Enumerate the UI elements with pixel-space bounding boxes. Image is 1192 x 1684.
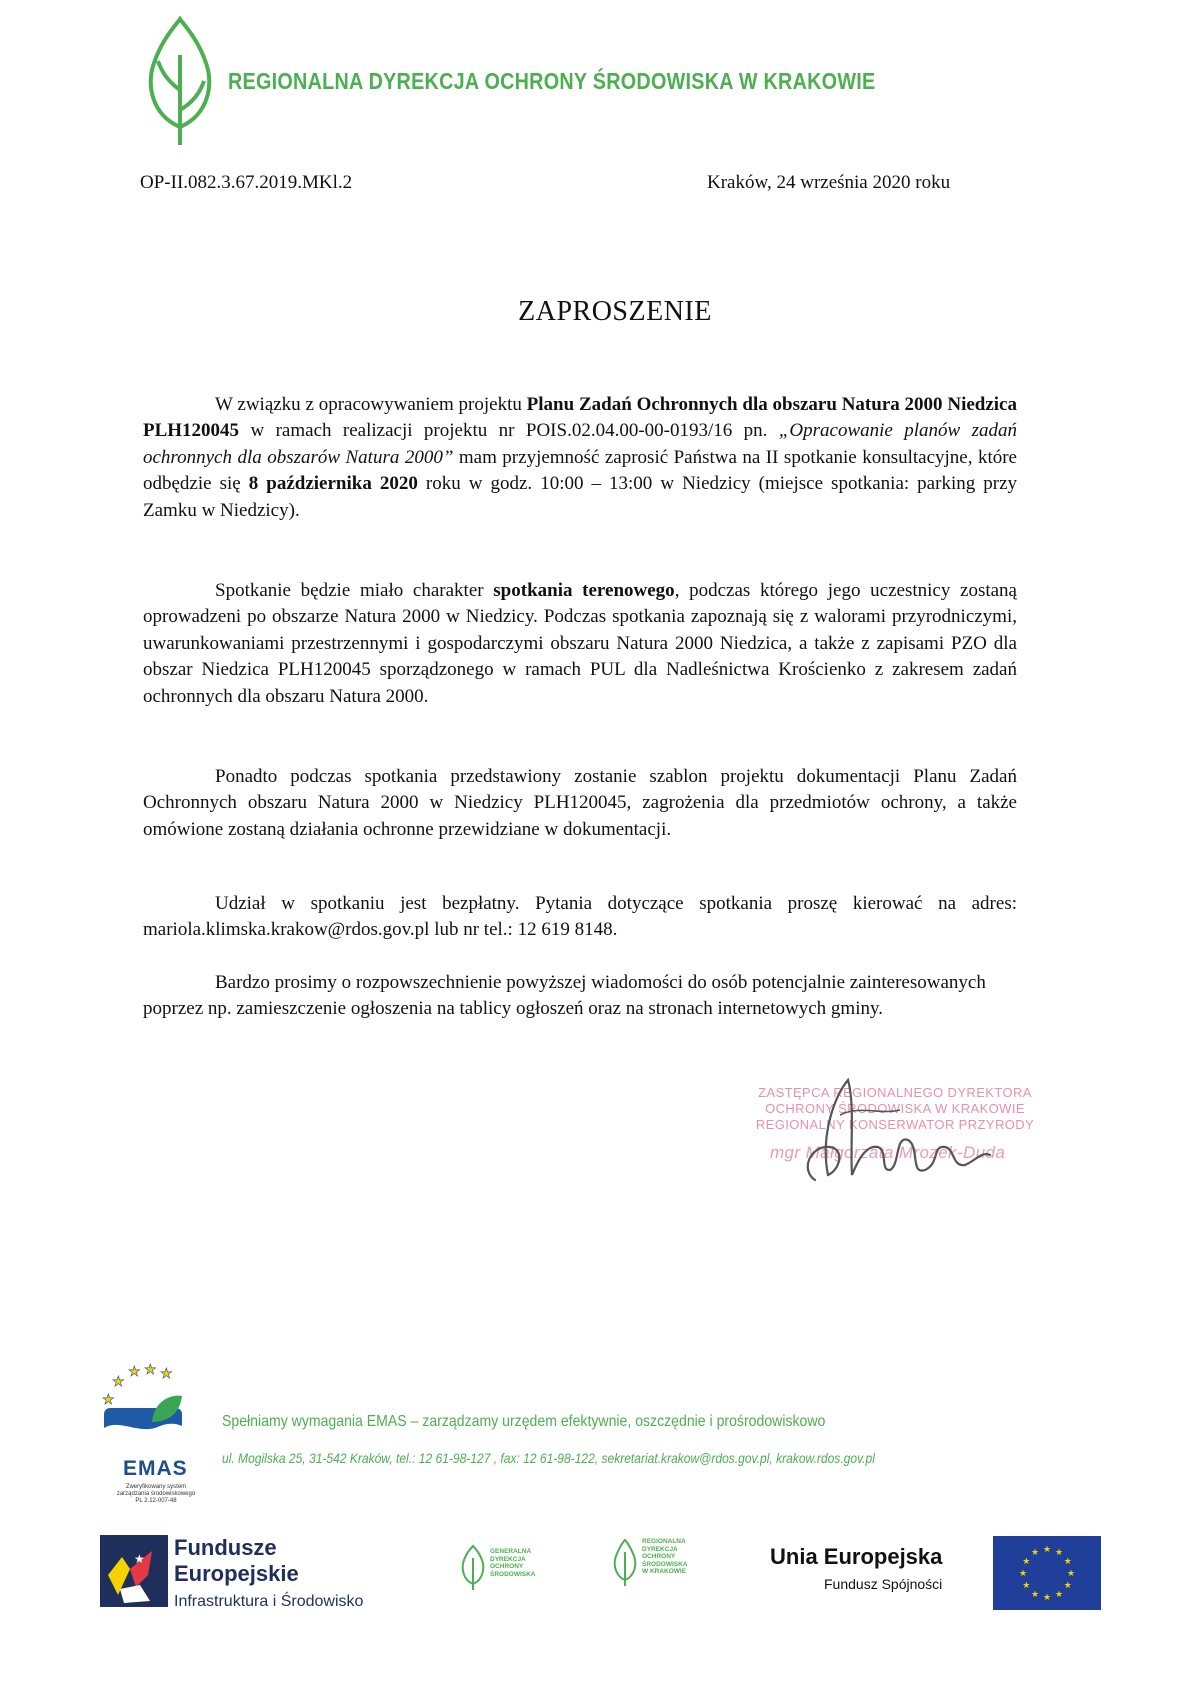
paragraph-invitation <box>143 392 1017 524</box>
eu-star-icon: ★ <box>1063 1556 1072 1566</box>
eu-star-icon: ★ <box>1043 1544 1052 1554</box>
reference-number: OP-II.082.3.67.2019.MKl.2 <box>140 172 353 193</box>
stamp-line-1: ZASTĘPCA REGIONALNEGO DYREKTORA <box>758 1085 1032 1100</box>
paragraph-template: Ponadto podczas spotkania przedstawiony zostanie szablon projektu dokumentacji Planu Zadań Ochronnych obszaru Natura 2000 w Niedzicy PLH120045, zagrożenia dla przedmiotów ochrony, a także omówione zostaną działania ochronne przewidziane w dokumentacji. <box>143 766 1017 840</box>
svg-text:★: ★ <box>160 1367 173 1382</box>
paragraph-contact: Udział w spotkaniu jest bezpłatny. Pytania dotyczące spotkania proszę kierować na adres: mariola.klimska.krakow@rdos.gov.pl lub nr tel.: 12 619 8148. <box>143 893 1017 941</box>
eu-star-icon: ★ <box>1043 1592 1052 1602</box>
text-run: W związku z opracowywaniem projektu <box>215 394 527 415</box>
letter-title: ZAPROSZENIE <box>518 296 712 327</box>
fe-subtitle: Infrastruktura i Środowisko <box>174 1593 364 1610</box>
eu-star-icon: ★ <box>1031 1588 1040 1599</box>
svg-text:★: ★ <box>134 1552 145 1566</box>
fe-title-line2: Europejskie <box>174 1561 299 1586</box>
eu-star-icon: ★ <box>1022 1556 1031 1566</box>
fe-title-line1: Fundusze <box>174 1535 277 1560</box>
stamp-line-2: OCHRONY ŚRODOWISKA W KRAKOWIE <box>765 1101 1025 1116</box>
eu-star-icon: ★ <box>1055 1547 1064 1558</box>
rdos-small-text: REGIONALNA DYREKCJA OCHRONY ŚRODOWISKA W KRAKOWIE <box>642 1538 688 1575</box>
eu-star-icon: ★ <box>1019 1568 1028 1578</box>
eu-star-icon: ★ <box>1031 1547 1040 1558</box>
svg-text:★: ★ <box>112 1375 125 1390</box>
text-run-bold: spotkania terenowego <box>493 580 675 601</box>
emas-registration: Zweryfikowany system zarządzania środowiskowego PL 2.12-007-48 <box>116 1484 196 1504</box>
ue-subtitle: Fundusz Spójności <box>824 1576 943 1592</box>
eu-star-icon: ★ <box>1063 1580 1072 1590</box>
text-run: w ramach realizacji projektu nr POIS.02.04.00-00-0193/16 pn. <box>239 420 779 442</box>
eu-star-icon: ★ <box>1067 1568 1076 1578</box>
contact-details: ul. Mogilska 25, 31-542 Kraków, tel.: 12 61-98-127 , fax: 12 61-98-122, sekretariat.krakow@rdos.gov.pl, krakow.rdos.gov.pl <box>222 1450 875 1466</box>
emas-label: EMAS <box>123 1457 188 1480</box>
handwritten-signature-icon <box>760 1075 1020 1195</box>
text-run-bold: 8 października 2020 <box>248 473 418 495</box>
text-run: Spotkanie będzie miało charakter <box>215 580 494 601</box>
eu-star-icon: ★ <box>1022 1580 1031 1590</box>
fundusze-europejskie-logo-icon <box>100 1535 168 1607</box>
svg-text:★: ★ <box>144 1363 157 1378</box>
gdos-leaf-icon <box>460 1544 486 1592</box>
text-run: mam przyjemność zaprosić Państwa na II spotkanie konsultacyjne, które odbędzie się <box>143 446 1017 495</box>
eu-flag-icon <box>993 1536 1101 1610</box>
text-run-italic: „Opracowanie planów zadań ochronnych dla obszarów Natura 2000” <box>143 420 1017 468</box>
emas-logo-icon <box>100 1360 195 1455</box>
eu-star-icon: ★ <box>1055 1588 1064 1599</box>
rdos-small-leaf-icon <box>612 1538 638 1588</box>
paragraph-field-meeting <box>143 578 1017 710</box>
emas-slogan: Spełniamy wymagania EMAS – zarządzamy urzędem efektywnie, oszczędnie i prośrodowiskowo <box>222 1413 826 1430</box>
rdos-leaf-logo-icon <box>140 15 220 150</box>
stamp-name: mgr Małgorzata Mrozek-Duda <box>770 1143 1006 1162</box>
svg-text:★: ★ <box>102 1393 115 1408</box>
text-run: roku w godz. 10:00 – 13:00 w Niedzicy (miejsce spotkania: parking przy Zamku w Niedzicy). <box>143 473 1018 521</box>
letter-date: Kraków, 24 września 2020 roku <box>707 172 951 193</box>
organization-name: REGIONALNA DYREKCJA OCHRONY ŚRODOWISKA W KRAKOWIE <box>228 68 876 94</box>
paragraph-request: Bardzo prosimy o rozpowszechnienie powyższej wiadomości do osób potencjalnie zainteresowanych poprzez np. zamieszczenie ogłoszenia na tablicy ogłoszeń oraz na stronach internetowych gminy. <box>143 972 986 1020</box>
signature-stamp <box>740 1085 1050 1161</box>
ue-title: Unia Europejska <box>770 1544 943 1569</box>
stamp-line-3: REGIONALNY KONSERWATOR PRZYRODY <box>755 1117 1035 1132</box>
gdos-text: GENERALNA DYREKCJA OCHRONY ŚRODOWISKA <box>490 1548 536 1578</box>
text-run-bold: Planu Zadań Ochronnych dla obszaru Natura 2000 Niedzica PLH120045 <box>143 394 1017 442</box>
text-run: , podczas którego jego uczestnicy zostaną oprowadzeni po obszarze Natura 2000 w Niedzicy. Podczas spotkania zapoznają się z walorami przyrodniczymi, uwarunkowaniami przestrzennymi i gospodarczymi obszaru Natura 2000 Niedzica, a także z zapisami PZO dla obszar Niedzica PLH120045 sporządzonego w ramach PUL dla Nadleśnictwa Krościenko z zakresem zadań ochronnych dla obszaru Natura 2000. <box>143 580 1017 707</box>
svg-text:★: ★ <box>128 1365 141 1380</box>
